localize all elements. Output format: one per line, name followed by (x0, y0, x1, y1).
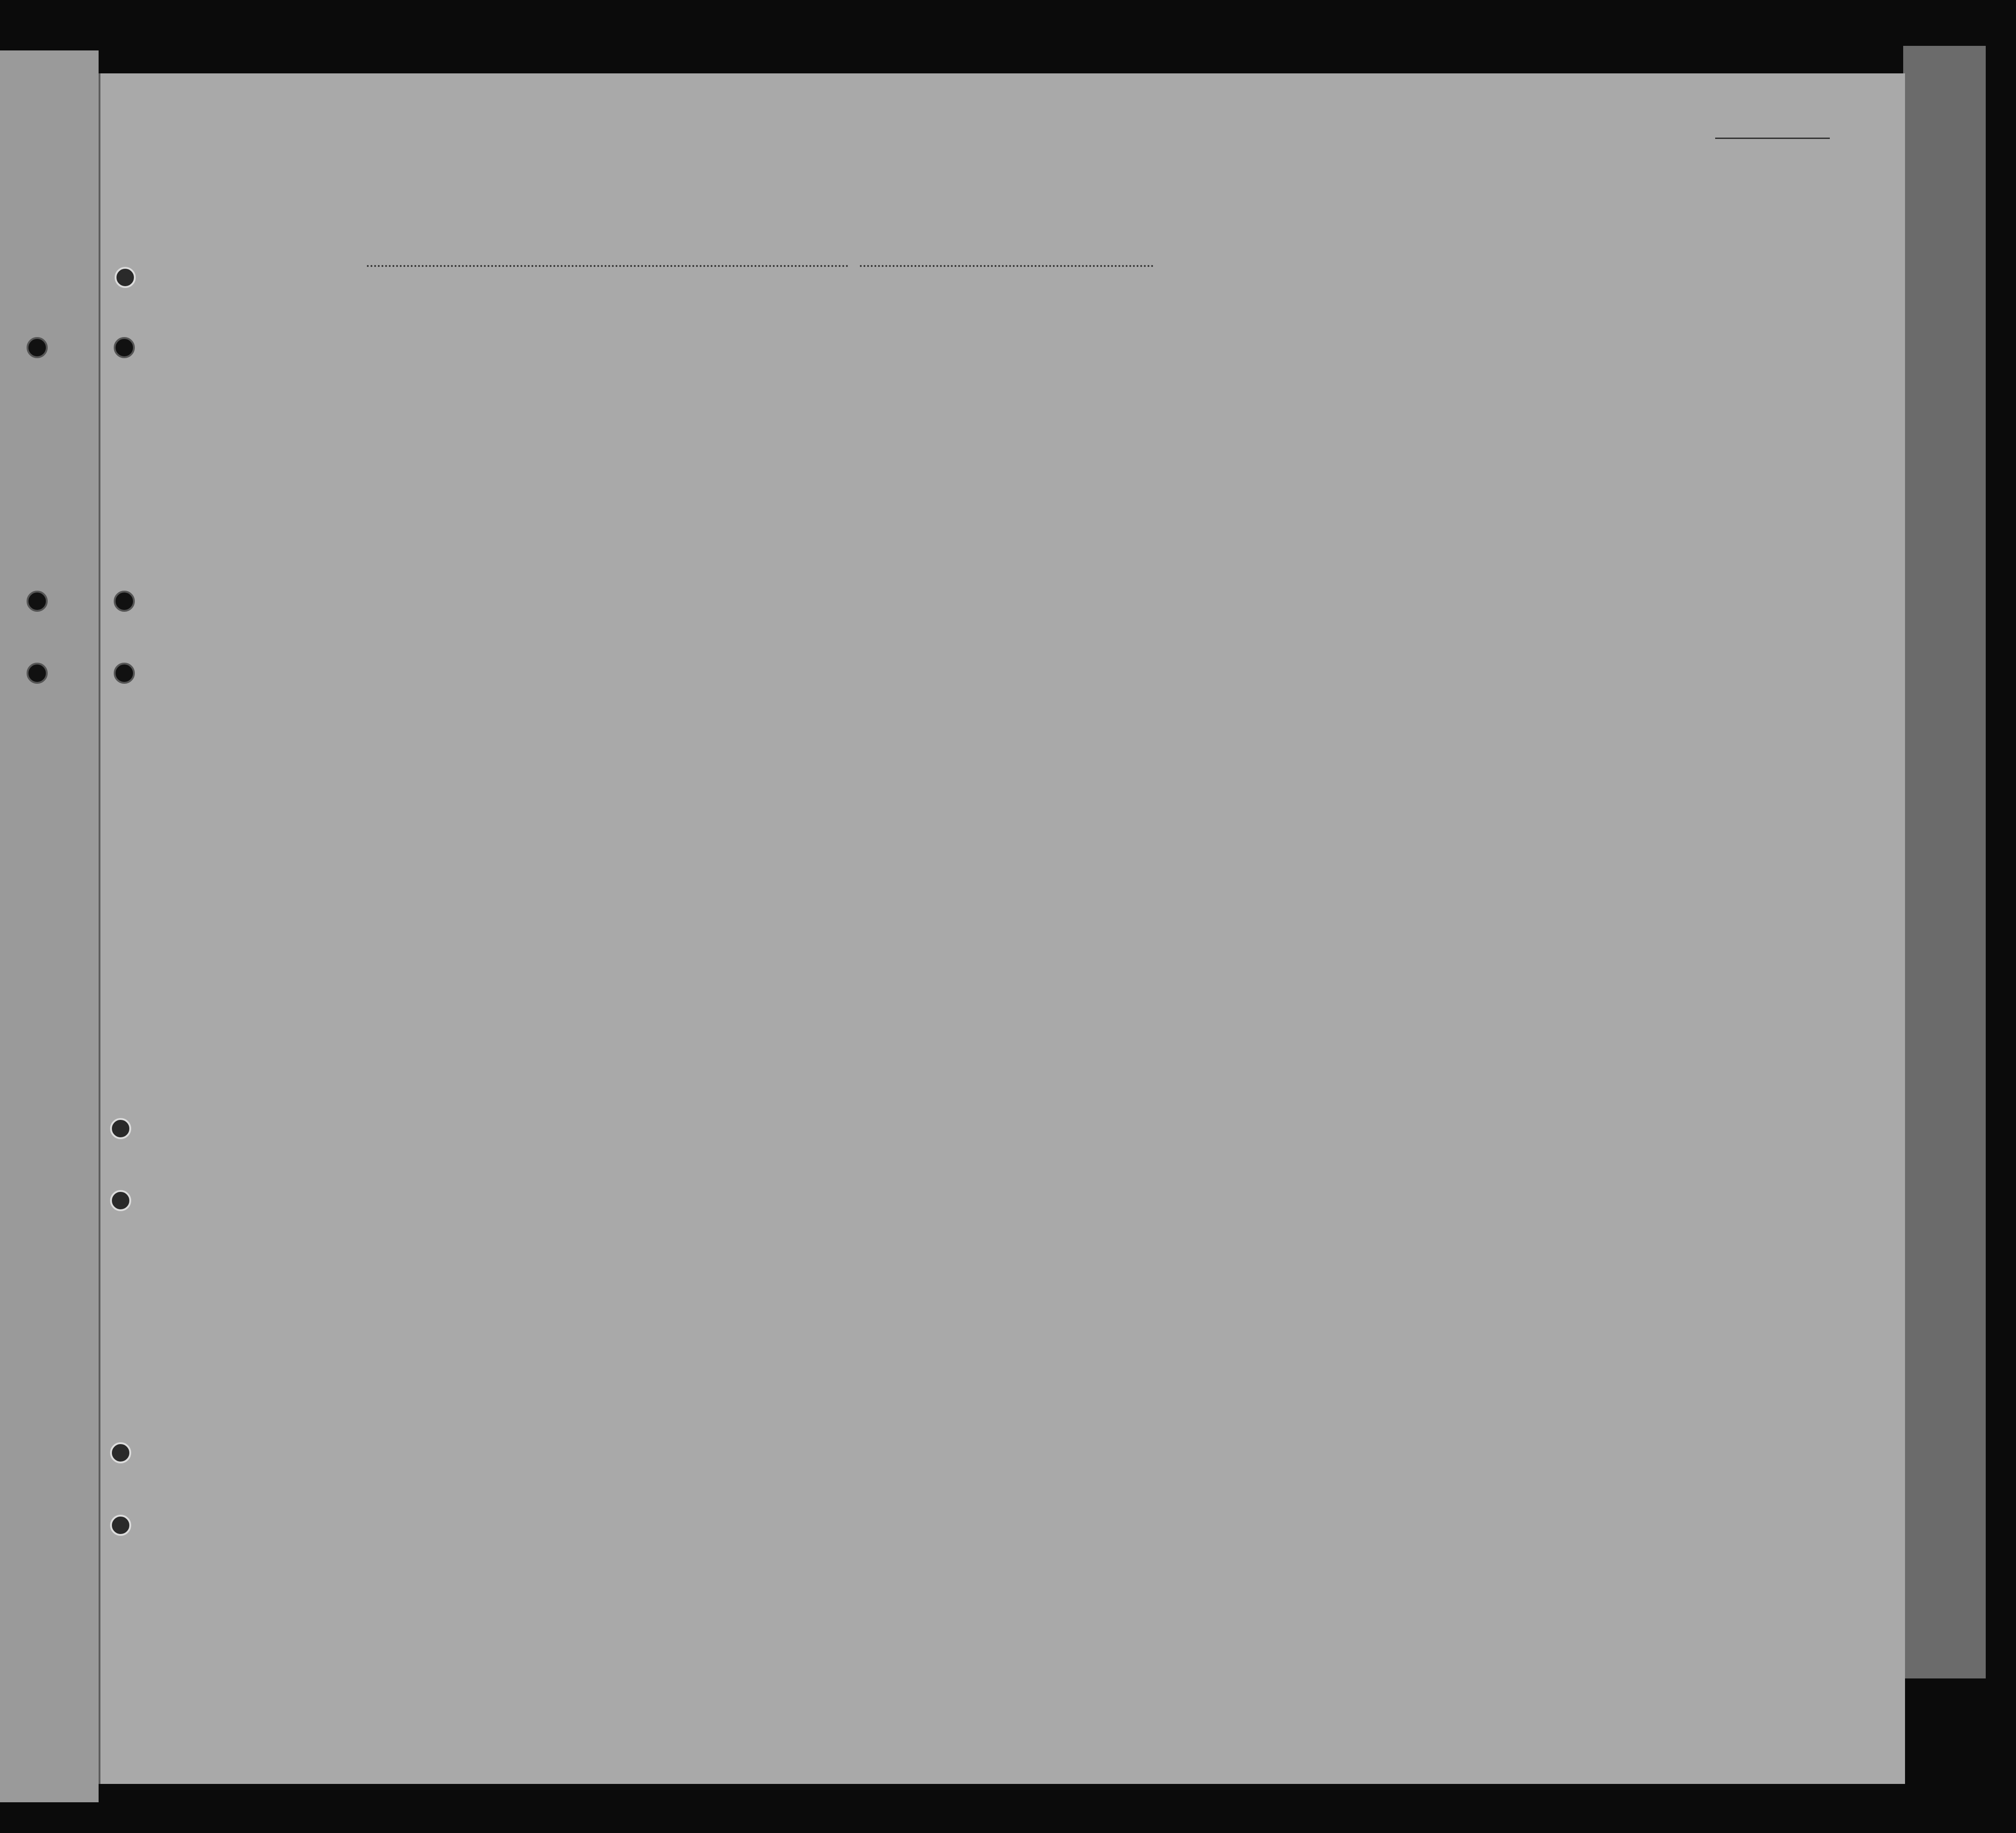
previous-page-strip (0, 50, 99, 1802)
binder-hole-icon (110, 1190, 131, 1211)
binder-hole-icon (110, 1515, 131, 1536)
manifest-sheet (99, 73, 1905, 1784)
binder-hole-icon (115, 267, 136, 288)
binder-hole-icon (114, 337, 135, 358)
port-dotline (367, 265, 848, 267)
date-dotline (860, 265, 1153, 267)
page-edge-shadow (1903, 46, 1986, 1678)
binder-hole-icon (114, 591, 135, 612)
binder-hole-icon (110, 1442, 131, 1463)
binder-hole-icon (27, 663, 48, 684)
binder-hole-icon (27, 591, 48, 612)
list-underline (1715, 138, 1830, 139)
binder-hole-icon (114, 663, 135, 684)
binder-hole-icon (110, 1118, 131, 1139)
binder-hole-icon (27, 337, 48, 358)
